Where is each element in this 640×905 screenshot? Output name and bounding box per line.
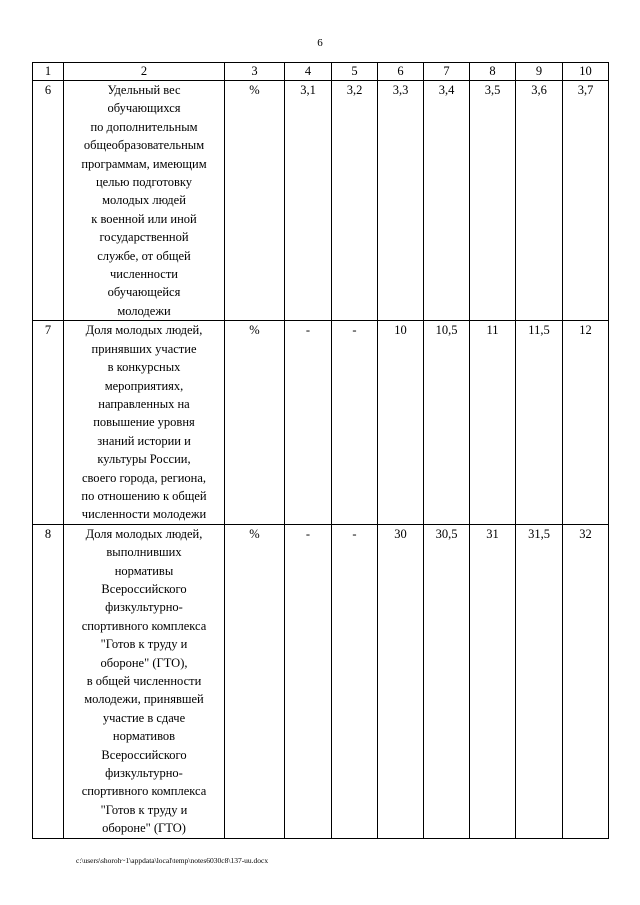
table-row [33,81,609,321]
value-cell: 11 [470,321,516,524]
table-row [33,321,609,524]
indicators-table [32,62,609,839]
value-cell: 10 [378,321,424,524]
table-row [33,524,609,838]
header-cell: 2 [64,63,225,81]
value-cell: 3,3 [378,81,424,321]
value-cell: - [332,321,378,524]
value-cell: 3,6 [516,81,563,321]
indicator-description: Доля молодых людей, выполнивших нормативы Всероссийского физкультурно- спортивного комплекса "Готов к труду и обороне" (ГТО), в общей численности молодежи, принявшей участие в сдаче нормативов Всероссийского физкультурно- спортивного комплекса "Готов к труду и обороне" (ГТО) [64,524,225,838]
unit-cell: % [225,524,285,838]
header-cell: 7 [424,63,470,81]
value-cell: 3,5 [470,81,516,321]
value-cell: 3,2 [332,81,378,321]
unit-cell: % [225,81,285,321]
value-cell: 32 [563,524,609,838]
header-row [33,63,609,81]
header-cell: 3 [225,63,285,81]
value-cell: 31,5 [516,524,563,838]
value-cell: 12 [563,321,609,524]
value-cell: - [332,524,378,838]
value-cell: - [285,524,332,838]
unit-cell: % [225,321,285,524]
file-path-footer: c:\users\shoroh~1\appdata\local\temp\notes6030c8\137-uu.docx [76,856,269,865]
value-cell: 3,4 [424,81,470,321]
header-cell: 9 [516,63,563,81]
value-cell: 30,5 [424,524,470,838]
header-cell: 4 [285,63,332,81]
value-cell: 10,5 [424,321,470,524]
row-number: 7 [33,321,64,524]
header-cell: 1 [33,63,64,81]
row-number: 8 [33,524,64,838]
indicator-description: Доля молодых людей, принявших участие в конкурсных мероприятиях, направленных на повышение уровня знаний истории и культуры России, своего города, региона, по отношению к общей численности молодежи [64,321,225,524]
header-cell: 6 [378,63,424,81]
value-cell: 3,1 [285,81,332,321]
indicator-description: Удельный вес обучающихся по дополнительным общеобразовательным программам, имеющим целью подготовку молодых людей к военной или иной государственной службе, от общей численности обучающейся молодежи [64,81,225,321]
header-cell: 10 [563,63,609,81]
row-number: 6 [33,81,64,321]
value-cell: 3,7 [563,81,609,321]
value-cell: - [285,321,332,524]
value-cell: 31 [470,524,516,838]
header-cell: 5 [332,63,378,81]
header-cell: 8 [470,63,516,81]
table-header [33,63,609,81]
value-cell: 30 [378,524,424,838]
value-cell: 11,5 [516,321,563,524]
page-number: 6 [317,37,323,49]
